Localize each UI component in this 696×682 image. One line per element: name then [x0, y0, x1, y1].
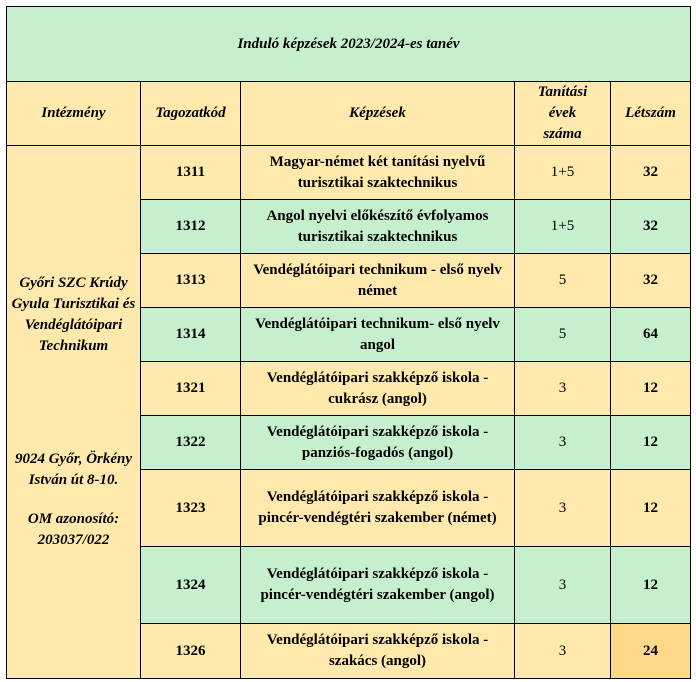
row-course: Vendéglátóipari szakképző iskola - pincér-vendégtéri szakember (német) [241, 470, 515, 547]
row-count: 32 [611, 254, 691, 308]
header-count: Létszám [611, 82, 691, 146]
title-row [7, 7, 691, 82]
row-years: 3 [515, 547, 611, 624]
row-code: 1322 [141, 416, 241, 470]
row-years: 3 [515, 362, 611, 416]
row-count: 12 [611, 362, 691, 416]
row-count: 32 [611, 146, 691, 200]
row-count: 12 [611, 547, 691, 624]
row-course: Vendéglátóipari szakképző iskola - panziós-fogadós (angol) [241, 416, 515, 470]
table-title: Induló képzések 2023/2024-es tanév [7, 7, 691, 82]
row-years: 1+5 [515, 146, 611, 200]
row-code: 1313 [141, 254, 241, 308]
institution-address: 9024 Győr, Örkény István út 8-10. [14, 451, 133, 488]
header-code: Tagozatkód [141, 82, 241, 146]
row-years: 3 [515, 416, 611, 470]
row-count: 24 [611, 624, 691, 679]
table-row [7, 146, 691, 200]
row-course: Angol nyelvi előkészítő évfolyamos turisztikai szaktechnikus [241, 200, 515, 254]
row-code: 1323 [141, 470, 241, 547]
row-code: 1311 [141, 146, 241, 200]
row-years: 5 [515, 308, 611, 362]
header-institution: Intézmény [7, 82, 141, 146]
row-years: 5 [515, 254, 611, 308]
row-code: 1312 [141, 200, 241, 254]
header-row [7, 82, 691, 146]
row-course: Vendéglátóipari technikum- első nyelv angol [241, 308, 515, 362]
institution-name: Győri SZC Krúdy Gyula Turisztikai és Vendéglátóipari Technikum [11, 275, 136, 354]
row-years: 1+5 [515, 200, 611, 254]
row-count: 32 [611, 200, 691, 254]
institution-om: OM azonosító: 203037/022 [27, 511, 120, 548]
row-course: Magyar-német két tanítási nyelvű turisztikai szaktechnikus [241, 146, 515, 200]
training-table [6, 6, 691, 679]
row-course: Vendéglátóipari szakképző iskola - cukrász (angol) [241, 362, 515, 416]
row-count: 64 [611, 308, 691, 362]
row-code: 1321 [141, 362, 241, 416]
row-course: Vendéglátóipari technikum - első nyelv német [241, 254, 515, 308]
row-course: Vendéglátóipari szakképző iskola - pincér-vendégtéri szakember (angol) [241, 547, 515, 624]
row-count: 12 [611, 470, 691, 547]
row-code: 1324 [141, 547, 241, 624]
row-code: 1314 [141, 308, 241, 362]
row-course: Vendéglátóipari szakképző iskola - szakács (angol) [241, 624, 515, 679]
row-years: 3 [515, 470, 611, 547]
header-courses: Képzések [241, 82, 515, 146]
row-years: 3 [515, 624, 611, 679]
institution-cell [7, 146, 141, 679]
header-years: Tanítási évek száma [515, 82, 611, 146]
row-code: 1326 [141, 624, 241, 679]
row-count: 12 [611, 416, 691, 470]
